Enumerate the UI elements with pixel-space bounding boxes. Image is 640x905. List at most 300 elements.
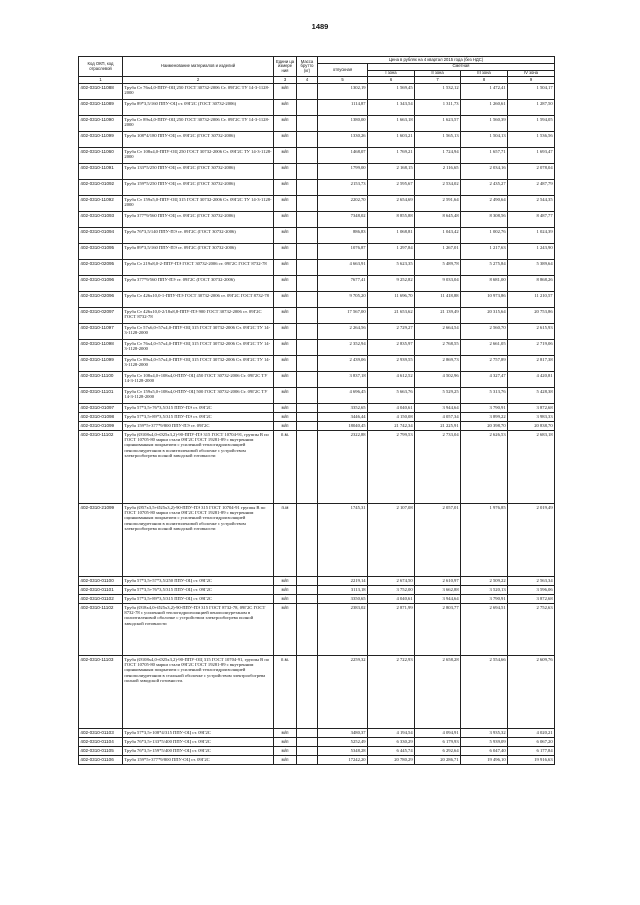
table-row <box>79 747 555 756</box>
cell-zone-4: 4 420,81 <box>508 372 555 388</box>
cell-unit: м/п <box>274 577 297 586</box>
cell-zone-3: 2 034,16 <box>461 164 508 180</box>
cell-code: 402-0310-01104 <box>79 738 123 747</box>
cell-zone-1: 20 780,29 <box>368 756 415 765</box>
table-row <box>79 577 555 586</box>
cell-name: Труба (Ø57х3,5+Ø25х3,2)-90-ППУ-ПЭ 315 ГОСТ 10704-91 группы В по ГОСТ 10705-80 марки стали 09Г2С ГОСТ 19281-89 с внутренним оцинкованным покрытием с усиленной теплогидроизоляцией пенополиуретаном в полиэтиленовой оболочке с устройством электрообогрева полной заводской готовности <box>123 504 274 577</box>
cell-name: Труба 89*3,5/160 ППУ-ОЦ ст. 09Г2С (ГОСТ 30732-2006) <box>123 100 274 116</box>
table-row <box>79 356 555 372</box>
cell-release: 1076,87 <box>318 244 368 260</box>
cell-zone-1: 1 068,81 <box>368 228 415 244</box>
table-row <box>79 116 555 132</box>
cell-zone-3: 19 496,10 <box>461 756 508 765</box>
cell-zone-1: 2 168,15 <box>368 164 415 180</box>
cell-zone-1: 9 252,82 <box>368 276 415 292</box>
cell-zone-2: 5 529,25 <box>415 388 461 404</box>
cell-zone-2: 2 534,02 <box>415 180 461 196</box>
cell-name: Труба 108*4/180 ППУ-ОЦ ст. 09Г2С (ГОСТ 30732-2006) <box>123 132 274 148</box>
cell-release: 2322,88 <box>318 431 368 504</box>
cell-zone-1: 21 742,34 <box>368 422 415 431</box>
cell-zone-1: 2 835,97 <box>368 340 415 356</box>
cell-zone-2: 21 139,49 <box>415 308 461 324</box>
cell-zone-4: 2 544,35 <box>508 196 555 212</box>
cell-release: 3352,65 <box>318 404 368 413</box>
cell-zone-2: 4 057,34 <box>415 413 461 422</box>
cell-unit: м/п <box>274 228 297 244</box>
cell-mass <box>297 244 318 260</box>
cell-zone-1: 2 595,67 <box>368 180 415 196</box>
cell-mass <box>297 729 318 738</box>
cell-zone-2: 2 664,54 <box>415 324 461 340</box>
cell-zone-3: 4 327,47 <box>461 372 508 388</box>
cell-name: Труба (Ø108х4,0+Ø25х3,2)-90-ППУ-ОЦ 315 ГОСТ 10704-91, группы В по ГОСТ 10705-80 марки стали 09Г2С ГОСТ 19281-89 с внутренним оцинкованным покрытием с усиленной теплогидроизоляцией пенополиуретаном в стальной оболочке с устройством электрообогрева полной заводской готовности. <box>123 656 274 729</box>
cell-zone-3: 5 313,76 <box>461 388 508 404</box>
column-index: 8 <box>461 77 508 84</box>
cell-zone-4: 6 177,84 <box>508 747 555 756</box>
table-row <box>79 656 555 729</box>
cell-name: Труба Ст 76х4,0+57х4,0-ППУ-ОЦ 315 ГОСТ 30732-2006 Ст. 09Г2С ТУ 14-3-1128-2000 <box>123 340 274 356</box>
cell-release: 1799,00 <box>318 164 368 180</box>
header-code: Код ОКП, код отраслевой <box>79 57 123 77</box>
cell-zone-1: 1 343,54 <box>368 100 415 116</box>
table-row <box>79 100 555 116</box>
cell-zone-3: 2 435,27 <box>461 180 508 196</box>
header-release: отпускная <box>318 63 368 77</box>
cell-zone-4: 3 596,06 <box>508 586 555 595</box>
cell-code: 402-0310-11102 <box>79 431 123 504</box>
cell-zone-4: 5 389,64 <box>508 260 555 276</box>
cell-zone-4: 19 916,63 <box>508 756 555 765</box>
column-index: 5 <box>318 77 368 84</box>
table-row <box>79 431 555 504</box>
cell-zone-3: 1 657,71 <box>461 148 508 164</box>
column-index: 1 <box>79 77 123 84</box>
cell-name: Труба 377*9/560 ППУ-ПЭ ст. 09Г2С (ГОСТ 30732-2006) <box>123 276 274 292</box>
cell-name: Труба 76*3,5/140 ППУ-ПЭ ст. 09Г2С (ГОСТ 30732-2006) <box>123 228 274 244</box>
cell-mass <box>297 504 318 577</box>
cell-zone-1: 4 612,52 <box>368 372 415 388</box>
cell-zone-2: 2 057,01 <box>415 504 461 577</box>
cell-mass <box>297 756 318 765</box>
cell-zone-3: 2 490,64 <box>461 196 508 212</box>
cell-name: Труба 57*3,5+57*3,5/250 ППУ-ОЦ ст. 09Г2С <box>123 577 274 586</box>
cell-release: 3480,37 <box>318 729 368 738</box>
table-row <box>79 604 555 656</box>
cell-zone-1: 4 040,61 <box>368 404 415 413</box>
cell-name: Труба Ст 159х5,0-ППУ-ОЦ 315 ГОСТ 30732-2006 Ст. 09Г2С ТУ 14-3-1128-2000 <box>123 196 274 212</box>
cell-code: 402-0310-01100 <box>79 577 123 586</box>
table-row <box>79 308 555 324</box>
table-row <box>79 372 555 388</box>
cell-zone-4: 2 487,79 <box>508 180 555 196</box>
cell-zone-2: 6 179,93 <box>415 738 461 747</box>
cell-code: 402-0310-11091 <box>79 164 123 180</box>
table-row <box>79 196 555 212</box>
cell-name: Труба Ст 89х4,0+57х4,0-ППУ-ОЦ 315 ГОСТ 30732-2006 Ст. 09Г2С ТУ 14-3-1128-2000 <box>123 356 274 372</box>
cell-zone-2: 2 869,73 <box>415 356 461 372</box>
cell-zone-3: 2 560,70 <box>461 324 508 340</box>
cell-zone-3: 5 939,09 <box>461 738 508 747</box>
cell-name: Труба Ст 89х4,0-ППУ-ОЦ 250 ГОСТ 30732-2006 Ст. 09Г2С ТУ 14-3-1128-2000 <box>123 116 274 132</box>
table-row <box>79 180 555 196</box>
table-row <box>79 404 555 413</box>
cell-name: Труба 76*3,5+159*5/400 ППУ-ОЦ ст. 09Г2С <box>123 747 274 756</box>
cell-code: 402-0310-11099 <box>79 356 123 372</box>
cell-zone-3: 8 681,00 <box>461 276 508 292</box>
table-row <box>79 132 555 148</box>
cell-zone-2: 1 311,73 <box>415 100 461 116</box>
cell-release: 1330,26 <box>318 132 368 148</box>
cell-name: Труба 159*5+377*9/800 ППУ-ОЦ ст. 09Г2С <box>123 756 274 765</box>
cell-zone-1: 3 752,00 <box>368 586 415 595</box>
cell-zone-3: 2 757,89 <box>461 356 508 372</box>
cell-zone-4: 5 428,38 <box>508 388 555 404</box>
cell-unit: м/п <box>274 116 297 132</box>
cell-zone-3: 1 260,61 <box>461 100 508 116</box>
cell-release: 1302,19 <box>318 84 368 100</box>
cell-code: 402-0310-02097 <box>79 308 123 324</box>
cell-mass <box>297 308 318 324</box>
cell-code: 402-0310-11102 <box>79 604 123 656</box>
cell-zone-2: 2 658,28 <box>415 656 461 729</box>
table-row <box>79 340 555 356</box>
table-row <box>79 422 555 431</box>
cell-zone-4: 2 719,06 <box>508 340 555 356</box>
table-row <box>79 729 555 738</box>
cell-zone-1: 1 769,21 <box>368 148 415 164</box>
cell-zone-4: 11 210,57 <box>508 292 555 308</box>
cell-release: 3 837,18 <box>318 372 368 388</box>
cell-zone-2: 6 292,64 <box>415 747 461 756</box>
cell-mass <box>297 228 318 244</box>
cell-code: 402-0310-01095 <box>79 244 123 260</box>
cell-zone-2: 3 662,88 <box>415 586 461 595</box>
cell-mass <box>297 148 318 164</box>
cell-release: 17242,20 <box>318 756 368 765</box>
cell-zone-2: 1 267,01 <box>415 244 461 260</box>
cell-unit: м/п <box>274 729 297 738</box>
cell-zone-2: 4 502,96 <box>415 372 461 388</box>
cell-zone-3: 8 308,56 <box>461 212 508 228</box>
cell-zone-2: 8 645,48 <box>415 212 461 228</box>
cell-name: Труба 159*5/250 ППУ-ОЦ ст. 09Г2С (ГОСТ 30732-2006) <box>123 180 274 196</box>
cell-zone-3: 3 790,91 <box>461 595 508 604</box>
cell-name: Труба 133*5/250 ППУ-ОЦ ст. 09Г2С (ГОСТ 30732-2006) <box>123 164 274 180</box>
cell-unit: м/п <box>274 308 297 324</box>
table-row <box>79 292 555 308</box>
table-row <box>79 148 555 164</box>
cell-unit: м/п <box>274 260 297 276</box>
cell-zone-1: 2 799,53 <box>368 431 415 504</box>
cell-zone-1: 1 663,18 <box>368 116 415 132</box>
cell-name: Труба Ст 426х10,0-2/18х8,8-ППУ-ПЭ 900 ГОСТ 30732-2006 ст. 09Г2С ГОСТ 8732-78 <box>123 308 274 324</box>
cell-zone-3: 3 790,91 <box>461 404 508 413</box>
cell-zone-4: 2 752,63 <box>508 604 555 656</box>
cell-code: 402-0310-01105 <box>79 747 123 756</box>
cell-release: 886,83 <box>318 228 368 244</box>
cell-zone-4: 20 753,86 <box>508 308 555 324</box>
cell-zone-4: 2 078,04 <box>508 164 555 180</box>
cell-release: 2 352,94 <box>318 340 368 356</box>
cell-unit: м/п <box>274 164 297 180</box>
cell-mass <box>297 422 318 431</box>
cell-zone-3: 3 899,22 <box>461 413 508 422</box>
cell-release: 2202,70 <box>318 196 368 212</box>
cell-release: 4 663,91 <box>318 260 368 276</box>
column-index: 6 <box>368 77 415 84</box>
cell-unit: м/п <box>274 404 297 413</box>
cell-zone-1: 21 653,62 <box>368 308 415 324</box>
cell-zone-2: 2 610,97 <box>415 577 461 586</box>
cell-code: 402-0310-02096 <box>79 292 123 308</box>
cell-zone-4: 2 019,49 <box>508 504 555 577</box>
cell-zone-4: 1 536,56 <box>508 132 555 148</box>
cell-zone-4: 8 868,26 <box>508 276 555 292</box>
cell-code: 402-0310-01097 <box>79 404 123 413</box>
cell-zone-4: 2 609,76 <box>508 656 555 729</box>
cell-mass <box>297 595 318 604</box>
cell-release: 7348,02 <box>318 212 368 228</box>
cell-mass <box>297 196 318 212</box>
cell-zone-1: 1 569,45 <box>368 84 415 100</box>
cell-code: 402-0310-21099 <box>79 504 123 577</box>
header-zone-4: IV зона <box>508 70 555 77</box>
cell-zone-3: 1 217,63 <box>461 244 508 260</box>
cell-unit: м/п <box>274 324 297 340</box>
header-zone-1: I зона <box>368 70 415 77</box>
cell-zone-2: 9 033,04 <box>415 276 461 292</box>
cell-release: 2383,02 <box>318 604 368 656</box>
header-unit: Едини ца измере ния <box>274 57 297 77</box>
cell-mass <box>297 340 318 356</box>
cell-unit: м/п <box>274 595 297 604</box>
cell-release: 2 264,56 <box>318 324 368 340</box>
cell-zone-2: 2 768,55 <box>415 340 461 356</box>
cell-release: 1114,87 <box>318 100 368 116</box>
cell-unit: м/п <box>274 756 297 765</box>
cell-zone-3: 20 315,64 <box>461 308 508 324</box>
cell-zone-2: 11 418,88 <box>415 292 461 308</box>
table-row <box>79 260 555 276</box>
cell-mass <box>297 116 318 132</box>
cell-zone-4: 4 020,21 <box>508 729 555 738</box>
table-row <box>79 212 555 228</box>
cell-mass <box>297 372 318 388</box>
page-number: 1489 <box>311 22 329 31</box>
cell-zone-1: 2 729,27 <box>368 324 415 340</box>
table-row <box>79 244 555 260</box>
cell-release: 7677,41 <box>318 276 368 292</box>
cell-zone-1: 6 445,74 <box>368 747 415 756</box>
cell-name: Труба (Ø108х4,0+Ø25х3,2)-90-ППУ-ПЭ 315 ГОСТ 10704-91, группы В по ГОСТ 10705-80 марки стали 09Г2С ГОСТ 19281-89 с внутренним оцинкованным покрытием с усиленной теплогидроизоляцией пенополиуретаном в полиэтиленовой оболочке с устройством электрообогрева полной заводской готовности <box>123 431 274 504</box>
cell-release: 5252,49 <box>318 738 368 747</box>
cell-mass <box>297 260 318 276</box>
cell-zone-3: 10 973,86 <box>461 292 508 308</box>
cell-unit: м/п <box>274 388 297 404</box>
cell-unit: м/п <box>274 180 297 196</box>
cell-release: 2153,73 <box>318 180 368 196</box>
cell-code: 402-0310-01101 <box>79 586 123 595</box>
cell-name: Труба Ст 57х6,0+57х4,0-ППУ-ОЦ 315 ГОСТ 30732-2006 Ст. 09Г2С ТУ 14-3-1128-2000 <box>123 324 274 340</box>
cell-name: Труба 57*3,5+89*3,5/315 ППУ-ОЦ ст. 09Г2С <box>123 595 274 604</box>
cell-code: 402-0310-01106 <box>79 756 123 765</box>
column-index: 3 <box>274 77 297 84</box>
cell-zone-4: 3 983,33 <box>508 413 555 422</box>
cell-mass <box>297 132 318 148</box>
cell-zone-2: 2 733,04 <box>415 431 461 504</box>
cell-zone-1: 2 722,93 <box>368 656 415 729</box>
cell-unit: п.м. <box>274 656 297 729</box>
table-row <box>79 595 555 604</box>
cell-unit: м/п <box>274 586 297 595</box>
cell-release: 3446,44 <box>318 413 368 422</box>
cell-mass <box>297 577 318 586</box>
table-row <box>79 84 555 100</box>
cell-code: 402-0310-01099 <box>79 422 123 431</box>
cell-zone-4: 2 817,38 <box>508 356 555 372</box>
cell-zone-3: 2 509,22 <box>461 577 508 586</box>
cell-code: 402-0310-01098 <box>79 413 123 422</box>
header-mass: Масса брутто (кг) <box>297 57 318 77</box>
cell-mass <box>297 604 318 656</box>
header-zone-2: II зона <box>415 70 461 77</box>
cell-unit: м/п <box>274 413 297 422</box>
cell-zone-1: 2 107,08 <box>368 504 415 577</box>
table-header <box>79 57 555 84</box>
cell-release: 2 439,06 <box>318 356 368 372</box>
cell-zone-1: 1 297,84 <box>368 244 415 260</box>
cell-code: 402-0310-11060 <box>79 148 123 164</box>
cell-zone-1: 4 194,54 <box>368 729 415 738</box>
cell-name: Труба Ст 76х4,0-ППУ-ОЦ 250 ГОСТ 30732-2006 Ст. 09Г2С ТУ 14-3-1128-2000 <box>123 84 274 100</box>
cell-zone-1: 6 330,29 <box>368 738 415 747</box>
cell-zone-4: 3 872,68 <box>508 595 555 604</box>
cell-zone-1: 1 603,21 <box>368 132 415 148</box>
cell-zone-4: 2 615,93 <box>508 324 555 340</box>
cell-code: 402-0310-11097 <box>79 324 123 340</box>
cell-zone-2: 1 724,94 <box>415 148 461 164</box>
cell-name: Труба (Ø18х4,0+Ø25х3,2)-90-ППУ-ПЭ 315 ГОСТ 8732-78, 09Г2С ГОСТ 8732-78 с усиленной теплогидроизоляцией пенополиуретаном в полиэтиленовой оболочке с устройством электрообогрева полной заводской готовности <box>123 604 274 656</box>
cell-mass <box>297 292 318 308</box>
cell-code: 402-0310-11098 <box>79 340 123 356</box>
cell-unit: м/п <box>274 340 297 356</box>
cell-release: 5348,28 <box>318 747 368 756</box>
cell-mass <box>297 164 318 180</box>
cell-zone-3: 2 694,51 <box>461 604 508 656</box>
cell-zone-4: 1 504,17 <box>508 84 555 100</box>
cell-zone-3: 2 626,53 <box>461 431 508 504</box>
cell-zone-4: 1 024,39 <box>508 228 555 244</box>
table-row <box>79 228 555 244</box>
cell-name: Труба 76*3,5+133*5/400 ППУ-ОЦ ст. 09Г2С <box>123 738 274 747</box>
cell-zone-3: 6 047,40 <box>461 747 508 756</box>
cell-name: Труба Ст 108х4,0+108х4,0-ППУ-ОЦ 450 ГОСТ 30732-2006 Ст. 09Г2С ТУ 14-3-1128-2000 <box>123 372 274 388</box>
cell-mass <box>297 356 318 372</box>
cell-zone-1: 2 674,50 <box>368 577 415 586</box>
cell-zone-1: 4 150,08 <box>368 413 415 422</box>
cell-unit: м/п <box>274 747 297 756</box>
cell-code: 402-0310-01103 <box>79 729 123 738</box>
cell-mass <box>297 747 318 756</box>
table-body <box>79 84 555 765</box>
column-index: 2 <box>123 77 274 84</box>
cell-release: 4 696,45 <box>318 388 368 404</box>
cell-code: 402-0310-01096 <box>79 276 123 292</box>
cell-unit: м/п <box>274 738 297 747</box>
cell-name: Труба 89*3,5/160 ППУ-ПЭ ст. 09Г2С (ГОСТ 30732-2006) <box>123 244 274 260</box>
cell-zone-3: 3 520,13 <box>461 586 508 595</box>
cell-zone-2: 1 043,42 <box>415 228 461 244</box>
cell-mass <box>297 586 318 595</box>
cell-zone-2: 1 532,12 <box>415 84 461 100</box>
cell-code: 402-0310-11088 <box>79 84 123 100</box>
table-row <box>79 504 555 577</box>
cell-zone-4: 1 693,47 <box>508 148 555 164</box>
cell-code: 402-0310-01102 <box>79 595 123 604</box>
cell-zone-1: 4 040,61 <box>368 595 415 604</box>
cell-name: Труба 57*3,5+76*3,5/315 ППУ-ОЦ ст. 09Г2С <box>123 586 274 595</box>
header-zone-3: III зона <box>461 70 508 77</box>
header-name: Наименование материалов и изделий <box>123 57 274 77</box>
cell-name: Труба Ст 159х5,0+108х4,0-ППУ-ОЦ 500 ГОСТ 30732-2006 Ст. 09Г2С ТУ 14-3-1128-2000 <box>123 388 274 404</box>
cell-zone-2: 21 225,91 <box>415 422 461 431</box>
cell-unit: м/п <box>274 196 297 212</box>
cell-code: 402-0310-11092 <box>79 196 123 212</box>
cell-zone-4: 6 067,20 <box>508 738 555 747</box>
cell-mass <box>297 100 318 116</box>
cell-name: Труба 57*3,5+76*3,5/315 ППУ-ПЭ ст. 09Г2С <box>123 404 274 413</box>
cell-zone-3: 1 976,85 <box>461 504 508 577</box>
cell-mass <box>297 413 318 422</box>
header-estimate: Сметная <box>368 63 555 70</box>
cell-zone-1: 5 623,35 <box>368 260 415 276</box>
cell-zone-2: 3 944,64 <box>415 404 461 413</box>
table-row <box>79 276 555 292</box>
cell-zone-3: 1 002,76 <box>461 228 508 244</box>
cell-code: 402-0310-02095 <box>79 260 123 276</box>
cell-zone-4: 1 287,50 <box>508 100 555 116</box>
cell-unit: м/п <box>274 132 297 148</box>
cell-release: 18040,45 <box>318 422 368 431</box>
cell-mass <box>297 656 318 729</box>
price-table <box>78 56 555 765</box>
cell-zone-2: 2 803,77 <box>415 604 461 656</box>
cell-zone-2: 2 116,65 <box>415 164 461 180</box>
cell-mass <box>297 84 318 100</box>
cell-code: 402-0310-11099 <box>79 132 123 148</box>
cell-zone-3: 1 472,41 <box>461 84 508 100</box>
cell-release: 3350,65 <box>318 595 368 604</box>
cell-zone-1: 2 939,55 <box>368 356 415 372</box>
cell-mass <box>297 431 318 504</box>
cell-release: 1380,00 <box>318 116 368 132</box>
cell-zone-4: 1 243,90 <box>508 244 555 260</box>
cell-zone-1: 5 663,76 <box>368 388 415 404</box>
cell-zone-3: 2 661,05 <box>461 340 508 356</box>
cell-release: 9 705,20 <box>318 292 368 308</box>
cell-code: 402-0310-11100 <box>79 372 123 388</box>
cell-unit: м/п <box>274 604 297 656</box>
cell-zone-4: 8 487,77 <box>508 212 555 228</box>
cell-zone-3: 3 935,32 <box>461 729 508 738</box>
cell-zone-4: 2 683,18 <box>508 431 555 504</box>
cell-release: 2259,32 <box>318 656 368 729</box>
cell-unit: м/п <box>274 84 297 100</box>
cell-mass <box>297 212 318 228</box>
cell-zone-1: 11 696,70 <box>368 292 415 308</box>
table-row <box>79 324 555 340</box>
cell-unit: м/п <box>274 292 297 308</box>
